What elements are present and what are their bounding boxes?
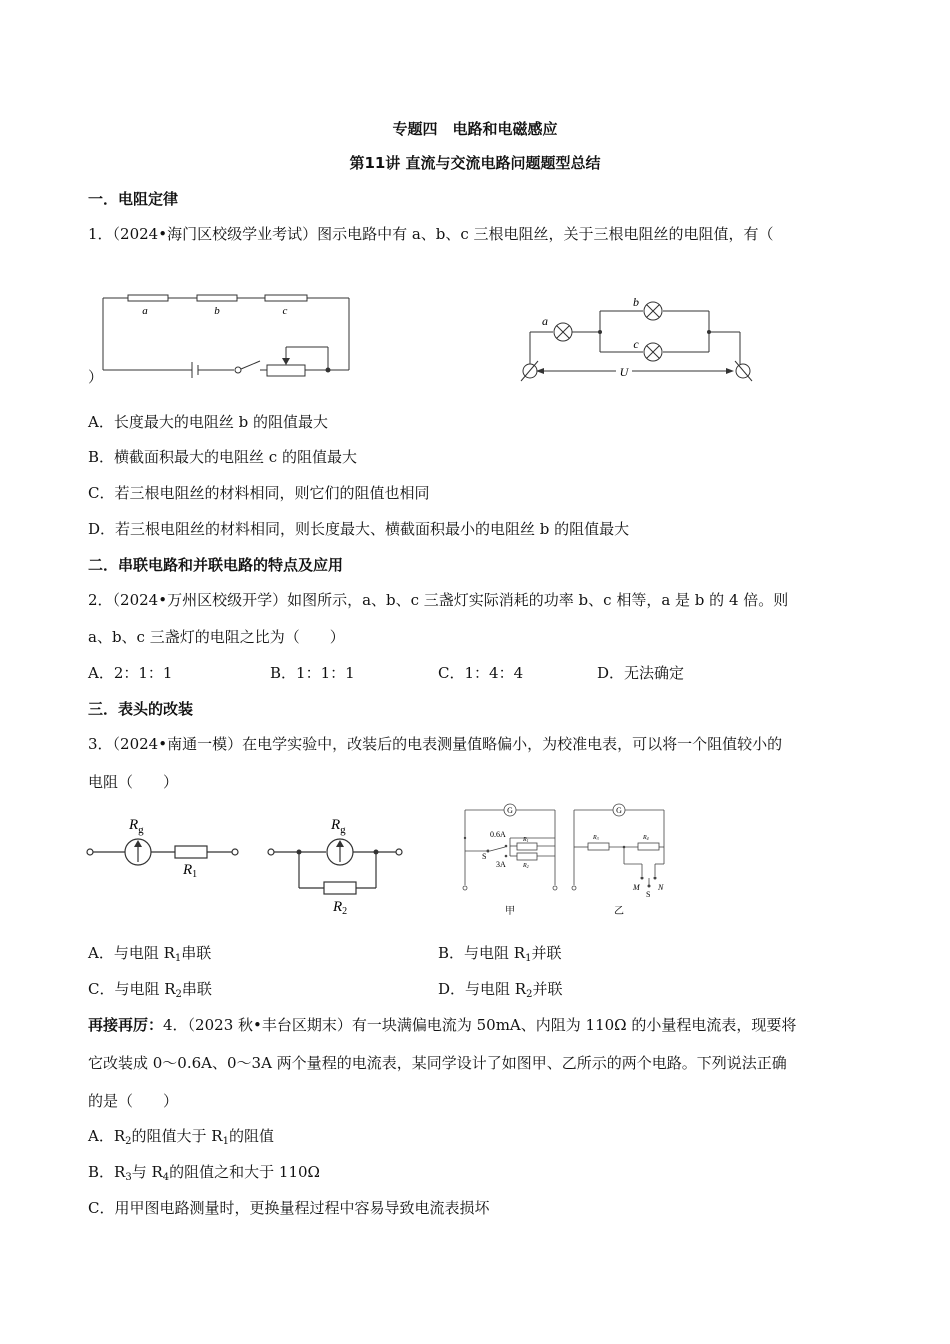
q3-parallel-circuit bbox=[266, 812, 406, 917]
rg-label: $R_g$ bbox=[129, 817, 144, 836]
lamp-label-c: c bbox=[633, 337, 639, 351]
fig-yi-caption: 乙 bbox=[614, 906, 624, 917]
q3-series-circuit bbox=[85, 812, 240, 882]
wire-label-c: c bbox=[282, 305, 288, 317]
terminal-label-m: M bbox=[633, 883, 640, 892]
r3-label-yi: R3 bbox=[593, 835, 599, 841]
q3-stem-line2: 电阻（ ） bbox=[88, 773, 179, 791]
r1-label: $R_1$ bbox=[183, 862, 198, 880]
q1-option-d: D．若三根电阻丝的材料相同，则长度最大、横截面积最小的电阻丝 b 的阻值最大 bbox=[88, 520, 630, 538]
q4-circuit-yi bbox=[567, 800, 672, 920]
galvanometer-g-jia: G bbox=[507, 806, 513, 815]
q1-option-a: A．长度最大的电阻丝 b 的阻值最大 bbox=[88, 413, 328, 431]
q3-option-c: C．与电阻 $R_2$串联 bbox=[88, 980, 212, 1000]
q3-option-d: D．与电阻 $R_2$并联 bbox=[438, 980, 563, 1000]
q3-option-b: B．与电阻 $R_1$并联 bbox=[438, 944, 562, 964]
q4-option-c: C．用甲图电路测量时，更换量程过程中容易导致电流表损坏 bbox=[88, 1199, 490, 1217]
q4-prefix: 再接再厉： bbox=[88, 1016, 164, 1034]
q4-stem-line3: 的是（ ） bbox=[88, 1092, 179, 1110]
section-3-heading: 三．表头的改装 bbox=[88, 700, 194, 718]
range-label-3a: 3A bbox=[496, 860, 506, 869]
rg-label-2: $R_g$ bbox=[331, 817, 346, 836]
wire-label-a: a bbox=[142, 305, 148, 317]
q4-option-a: A．$R_2$的阻值大于 $R_1$的阻值 bbox=[88, 1127, 274, 1147]
q2-option-c: C．1：4：4 bbox=[438, 664, 524, 682]
r1-label-jia: R1 bbox=[523, 837, 529, 843]
switch-label-s-yi: S bbox=[646, 890, 651, 899]
q2-lamp-circuit bbox=[518, 292, 758, 384]
galvanometer-g-yi: G bbox=[616, 806, 622, 815]
q1-option-c: C．若三根电阻丝的材料相同，则它们的阻值也相同 bbox=[88, 484, 430, 502]
q2-stem-line1: 2．（2024•万州区校级开学）如图所示，a、b、c 三盏灯实际消耗的功率 b、c 相等，a 是 b 的 4 倍。则 bbox=[88, 591, 789, 609]
q4-stem-line1: 再接再厉：4．（2023 秋•丰台区期末）有一块满偏电流为 50mA、内阻为 110Ω 的小量程电流表，现要将 bbox=[88, 1016, 797, 1034]
q2-option-d: D．无法确定 bbox=[597, 664, 685, 682]
lecture-title: 第11讲 直流与交流电路问题题型总结 bbox=[349, 154, 601, 172]
wire-label-b: b bbox=[214, 305, 220, 317]
r2-label-jia: R2 bbox=[523, 863, 529, 869]
q2-stem-line2: a、b、c 三盏灯的电阻之比为（ ） bbox=[88, 628, 345, 646]
q3-stem-line1: 3．（2024•南通一模）在电学实验中，改装后的电表测量值略偏小，为校准电表，可以将一个阻值较小的 bbox=[88, 735, 783, 753]
section-1-heading: 一．电阻定律 bbox=[88, 190, 179, 208]
range-label-06a: 0.6A bbox=[490, 830, 506, 839]
section-2-heading: 二．串联电路和并联电路的特点及应用 bbox=[88, 556, 344, 574]
lamp-label-a: a bbox=[542, 314, 548, 328]
switch-label-s-jia: S bbox=[482, 852, 487, 861]
q1-circuit-left bbox=[100, 292, 360, 377]
voltage-label-u: U bbox=[619, 365, 629, 379]
topic-title: 专题四 电路和电磁感应 bbox=[392, 120, 558, 138]
q1-stem-end: ） bbox=[88, 368, 104, 386]
terminal-label-n: N bbox=[658, 883, 664, 892]
q3-option-a: A．与电阻 $R_1$串联 bbox=[88, 944, 212, 964]
q4-stem-line2: 它改装成 0～0.6A、0～3A 两个量程的电流表，某同学设计了如图甲、乙所示的两个电路。下列说法正确 bbox=[88, 1054, 787, 1072]
q4-option-b: B．$R_3$与 $R_4$的阻值之和大于 110Ω bbox=[88, 1163, 320, 1183]
lamp-label-b: b bbox=[633, 295, 639, 309]
q2-option-b: B．1：1：1 bbox=[270, 664, 355, 682]
q4-circuit-jia bbox=[460, 800, 565, 920]
q1-stem: 1．（2024•海门区校级学业考试）图示电路中有 a、b、c 三根电阻丝，关于三根电阻丝的电阻值，有（ bbox=[88, 225, 774, 243]
q1-option-b: B．横截面积最大的电阻丝 c 的阻值最大 bbox=[88, 448, 357, 466]
r4-label-yi: R4 bbox=[643, 835, 649, 841]
q2-option-a: A．2：1：1 bbox=[88, 664, 173, 682]
r2-label: $R_2$ bbox=[333, 899, 348, 917]
fig-jia-caption: 甲 bbox=[505, 906, 515, 917]
